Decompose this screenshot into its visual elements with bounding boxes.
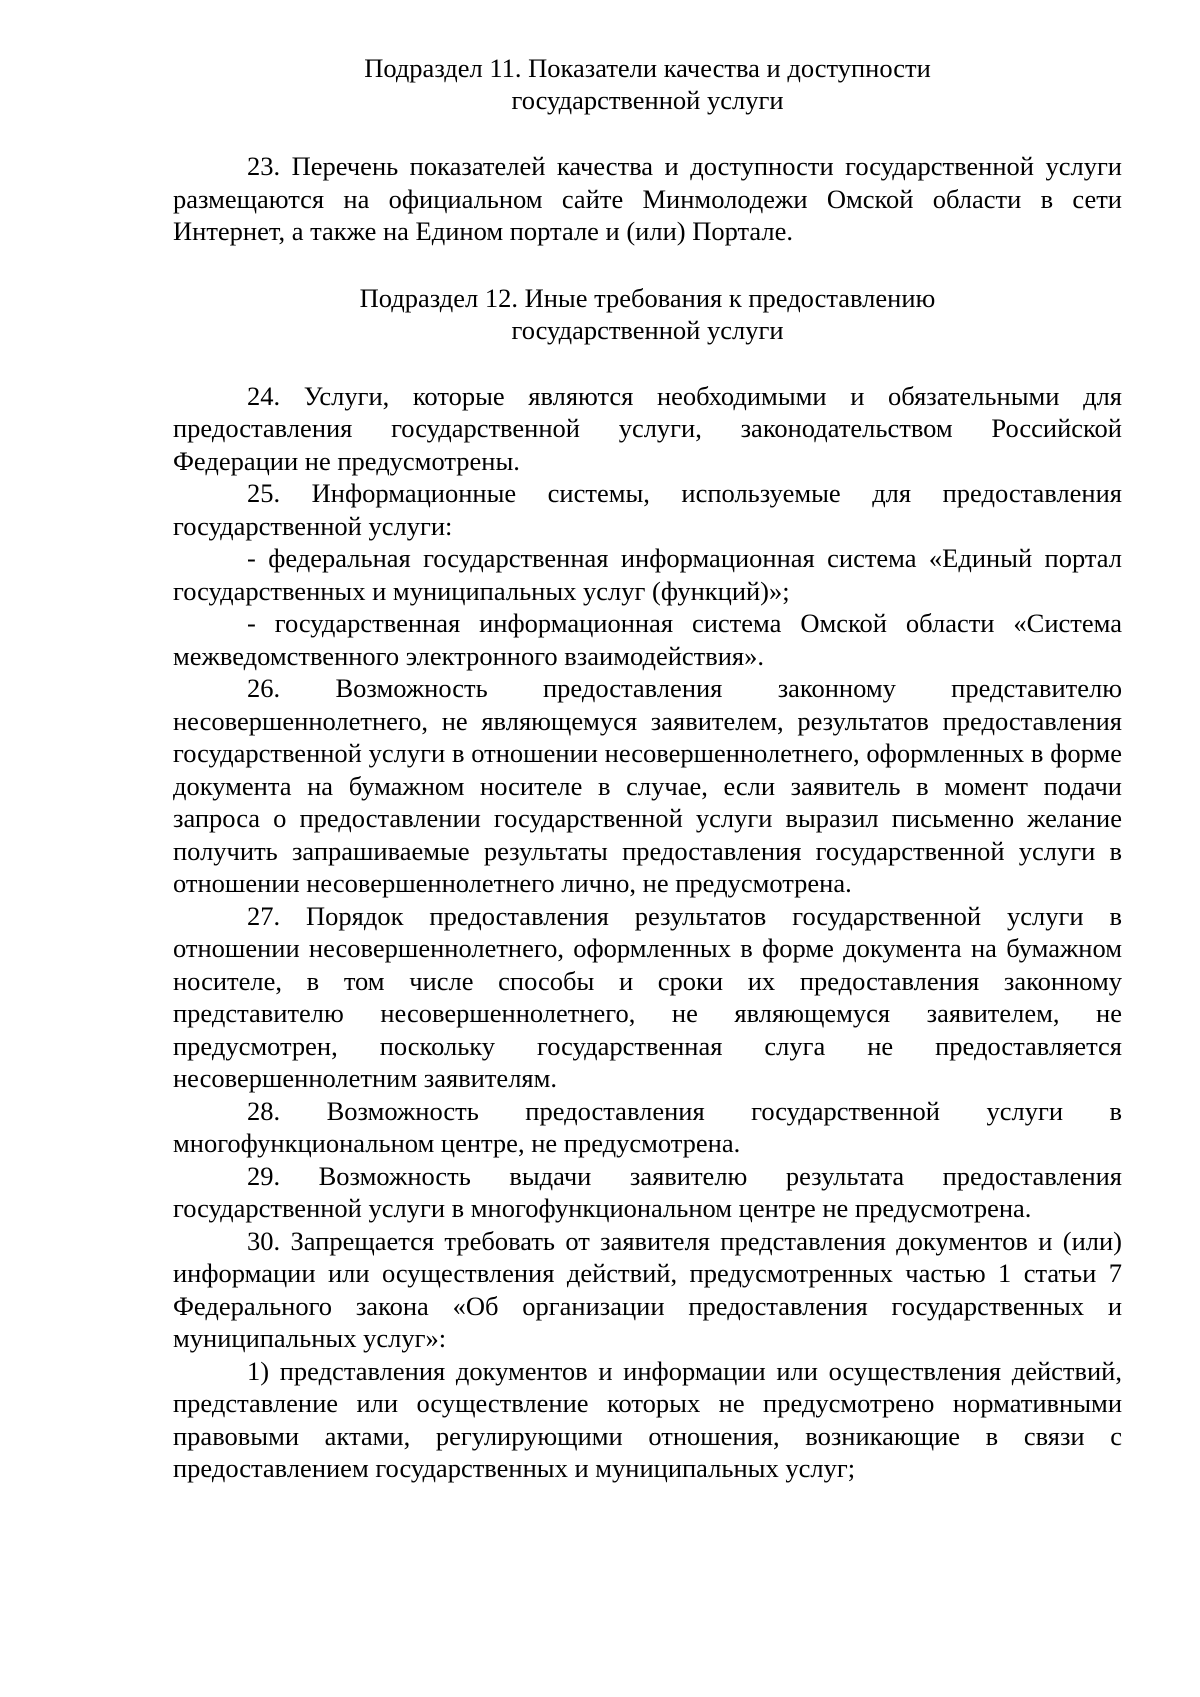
section-11-heading-line-1: Подраздел 11. Показатели качества и доступности xyxy=(364,53,931,83)
paragraph-30: 30. Запрещается требовать от заявителя представления документов и (или) информации или осуществления действий, предусмотренных частью 1 статьи 7 Федерального закона «Об организации предоставления государственных и муниципальных услуг»: xyxy=(173,1225,1122,1353)
paragraph-29: 29. Возможность выдачи заявителю результата предоставления государственной услуги в многофункциональном центре не предусмотрена. xyxy=(173,1160,1122,1223)
paragraph-24: 24. Услуги, которые являются необходимыми и обязательными для предоставления государственной услуги, законодательством Российской Федерации не предусмотрены. xyxy=(173,380,1122,476)
section-11-heading-line-2: государственной услуги xyxy=(511,85,784,115)
paragraph-25-item-1: - федеральная государственная информационная система «Единый портал государственных и муниципальных услуг (функций)»; xyxy=(173,543,1122,606)
section-12-heading xyxy=(173,282,1122,346)
paragraph-26: 26. Возможность предоставления законному представителю несовершеннолетнего, не являющемуся заявителем, результатов предоставления государственной услуги в отношении несовершеннолетнего, оформленных в форме документа на бумажном носителе в случае, если заявитель в момент подачи запроса о предоставлении государственной услуги выразил письменно желание получить запрашиваемые результаты предоставления государственной услуги в отношении несовершеннолетнего лично, не предусмотрена. xyxy=(173,673,1122,898)
paragraph-25-item-2: - государственная информационная система Омской области «Система межведомственного электронного взаимодействия». xyxy=(173,608,1122,671)
paragraph-30-item-1: 1) представления документов и информации или осуществления действий, представление или осуществление которых не предусмотрено нормативными правовыми актами, регулирующими отношения, возникающие в связи с предоставлением государственных и муниципальных услуг; xyxy=(173,1355,1122,1483)
section-12-heading-line-1: Подраздел 12. Иные требования к предоставлению xyxy=(359,282,936,313)
paragraph-27: 27. Порядок предоставления результатов государственной услуги в отношении несовершеннолетнего, оформленных в форме документа на бумажном носителе, в том числе способы и сроки их предоставления законному представителю несовершеннолетнего, не являющемуся заявителем, не предусмотрен, поскольку государственная слуга не предоставляется несовершеннолетним заявителям. xyxy=(173,900,1122,1093)
section-12-heading-line-2: государственной услуги xyxy=(511,314,784,345)
paragraph-28: 28. Возможность предоставления государственной услуги в многофункциональном центре, не предусмотрена. xyxy=(173,1095,1122,1158)
paragraph-25: 25. Информационные системы, используемые для предоставления государственной услуги: xyxy=(173,478,1122,541)
paragraph-23: 23. Перечень показателей качества и доступности государственной услуги размещаются на официальном сайте Минмолодежи Омской области в сети Интернет, а также на Едином портале и (или) Портале. xyxy=(173,151,1122,246)
section-11-heading xyxy=(173,52,1122,116)
document-page xyxy=(173,52,1122,1485)
